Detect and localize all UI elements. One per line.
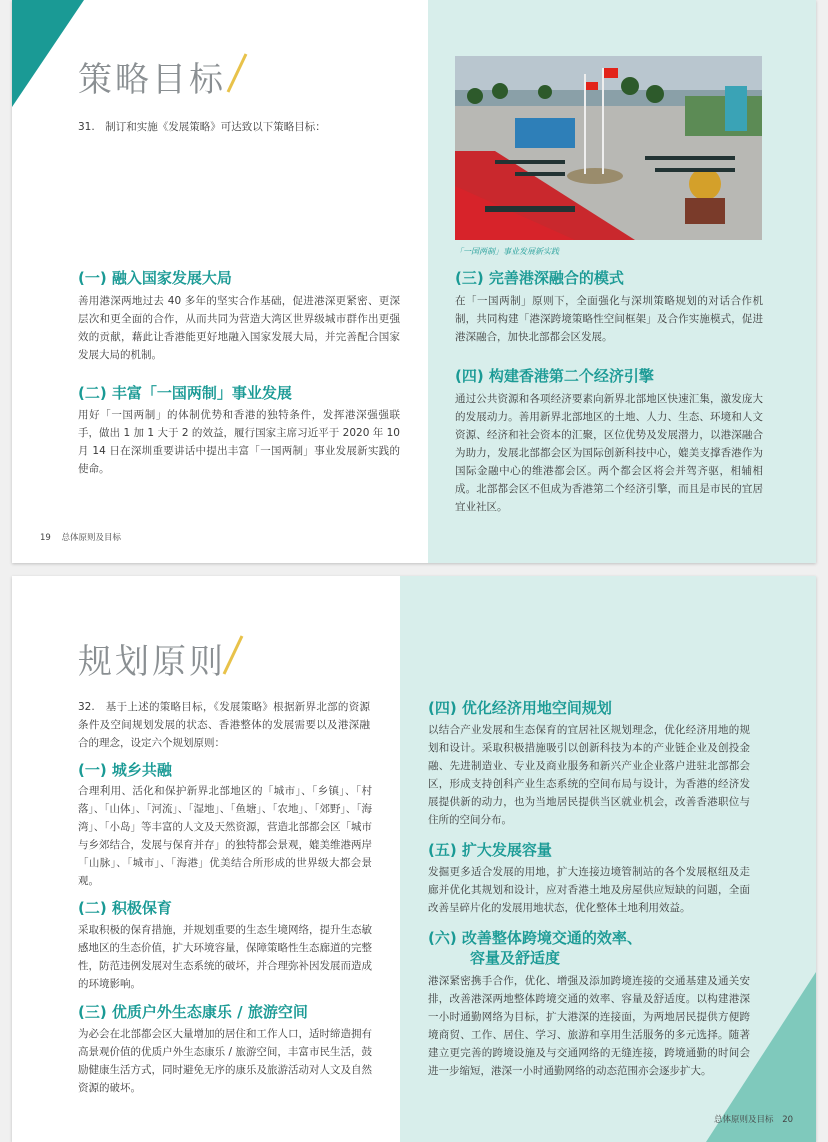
- intro-paragraph: 31. 制订和实施《发展策略》可达致以下策略目标：: [78, 121, 326, 133]
- ceremony-photo: [455, 56, 762, 240]
- section-heading: (五) 扩大发展容量: [428, 841, 552, 859]
- folio-text: 总体原则及目标: [61, 533, 122, 543]
- section-body: 通过公共资源和各项经济要素向新界北部地区快速汇集，激发庞大的发展动力。善用新界北部地区的土地、人力、生态、环境和人文资源、经济和社会资本的汇聚，区位优势及发展潜力，以港深融合为助力，发展北部都会区为国际创新科技中心，媲美支撑香港作为国际金融中心的维港都会区。两个都会区将会并驾齐驱，相辅相成。北部都会区不但成为香港第二个经济引擎，而且是市民的宜居宜业社区。: [455, 393, 763, 513]
- section-heading-continued: 容量及舒适度: [470, 949, 561, 967]
- section-heading: (二) 积极保育: [78, 899, 172, 917]
- section-heading: (四) 优化经济用地空间规划: [428, 699, 612, 717]
- title-slash: [224, 52, 250, 94]
- section-body: 合理利用、活化和保护新界北部地区的「城市」、「乡镇」、「村落」、「山体」、「河流」、「湿地」、「鱼塘」、「农地」、「郊野」、「海湾」、「小岛」等丰富的人文及天然资源，营造北部都会区「城市与乡郊结合，发展与保育并存」的独特都会景观，媲美维港两岸「山脉」、「城市」、「海港」优美结合所形成的世界级大都会景观。: [78, 785, 372, 887]
- folio-text: 总体原则及目标: [714, 1115, 774, 1125]
- section-body: 以结合产业发展和生态保育的宜居社区规划理念，优化经济用地的规划和设计。采取积极措施吸引以创新科技为本的产业链企业及创投金融、先进制造业、专业及商业服务和新兴产业企业落户进驻北部都会区，形成支持创科产业生态系统的空间布局与设计，为香港的经济发展提供新的动力，也为当地居民提供当区就业机会，改善香港职位与住所的空间分布。: [428, 724, 750, 826]
- section-body: 用好「一国两制」的体制优势和香港的独特条件，发挥港深强强联手，做出 1 加 1 大于 2 的效益，履行国家主席习近平于 2020 年 10 月 14 日在深圳重要讲话中提出丰富「一国两制」事业发展新实践的使命。: [78, 409, 400, 475]
- section-heading: (四) 构建香港第二个经济引擎: [455, 367, 654, 385]
- ceremony-photo-art: [455, 56, 762, 240]
- section-body: 发掘更多适合发展的用地，扩大连接边境管制站的各个发展枢纽及走廊并优化其规划和设计，应对香港土地及房屋供应短缺的问题，全面改善呈碎片化的发展用地状态，优化整体土地利用效益。: [428, 866, 750, 914]
- section-heading: (三) 优质户外生态康乐 / 旅游空间: [78, 1003, 308, 1021]
- page-number: 20: [782, 1115, 794, 1125]
- section-body: 在「一国两制」原则下，全面强化与深圳策略规划的对话合作机制，共同构建「港深跨境策略性空间框架」及合作实施模式，促进港深融合，加快北部都会区发展。: [455, 295, 763, 343]
- section-heading: (一) 城乡共融: [78, 761, 172, 779]
- page-title: 策略目标: [78, 60, 226, 100]
- page-19: [12, 0, 816, 563]
- page-20: [12, 576, 816, 1142]
- page-folio: [714, 1113, 793, 1125]
- page-title: 规划原则: [78, 642, 226, 682]
- section-body: 善用港深两地过去 40 多年的坚实合作基础，促进港深更紧密、更深层次和更全面的合作，从而共同为营造大湾区世界级城市群作出更强效的贡献，藉此让香港能更好地融入国家发展大局，并完善配合国家发展大局的机制。: [78, 295, 400, 361]
- photo-caption: 「一国两制」事业发展新实践: [455, 247, 559, 256]
- section-heading: (一) 融入国家发展大局: [78, 269, 232, 287]
- page-folio: [40, 531, 121, 543]
- section-heading: (二) 丰富「一国两制」事业发展: [78, 384, 292, 402]
- title-slash: [220, 634, 246, 676]
- section-heading: (三) 完善港深融合的模式: [455, 269, 624, 287]
- section-heading: (六) 改善整体跨境交通的效率、: [428, 929, 642, 947]
- section-body: 为必会在北部都会区大量增加的居住和工作人口，适时缔造拥有高景观价值的优质户外生态康乐 / 旅游空间，丰富市民生活，鼓励健康生活方式，同时避免无序的康乐及旅游活动对人文及自然资源的破坏。: [78, 1028, 372, 1094]
- corner-triangle: [12, 0, 84, 107]
- section-body: 港深紧密携手合作，优化、增强及添加跨境连接的交通基建及通关安排，改善港深两地整体跨境交通的效率、容量及舒适度。以构建港深一小时通勤网络为目标，扩大港深的连接面，为两地居民提供方便跨境商贸、工作、居住、学习、旅游和享用生活服务的多元选择。随著建立更完善的跨境设施及与交通网络的无缝连接，跨境通勤的时间会进一步缩短，港深一小时通勤网络的动态范围亦会逐步扩大。: [428, 975, 750, 1077]
- intro-paragraph: 32. 基于上述的策略目标，《发展策略》根据新界北部的资源条件及空间规划发展的状态、香港整体的发展需要以及港深融合的理念，设定六个规划原则：: [78, 701, 370, 749]
- page-number: 19: [40, 533, 51, 543]
- section-body: 采取积极的保育措施，并规划重要的生态生境网络，提升生态敏感地区的生态价值，扩大环境容量，保障策略性生态廊道的完整性，防范违例发展对生态系统的破坏，并合理弥补因发展而造成的环境影响。: [78, 924, 372, 990]
